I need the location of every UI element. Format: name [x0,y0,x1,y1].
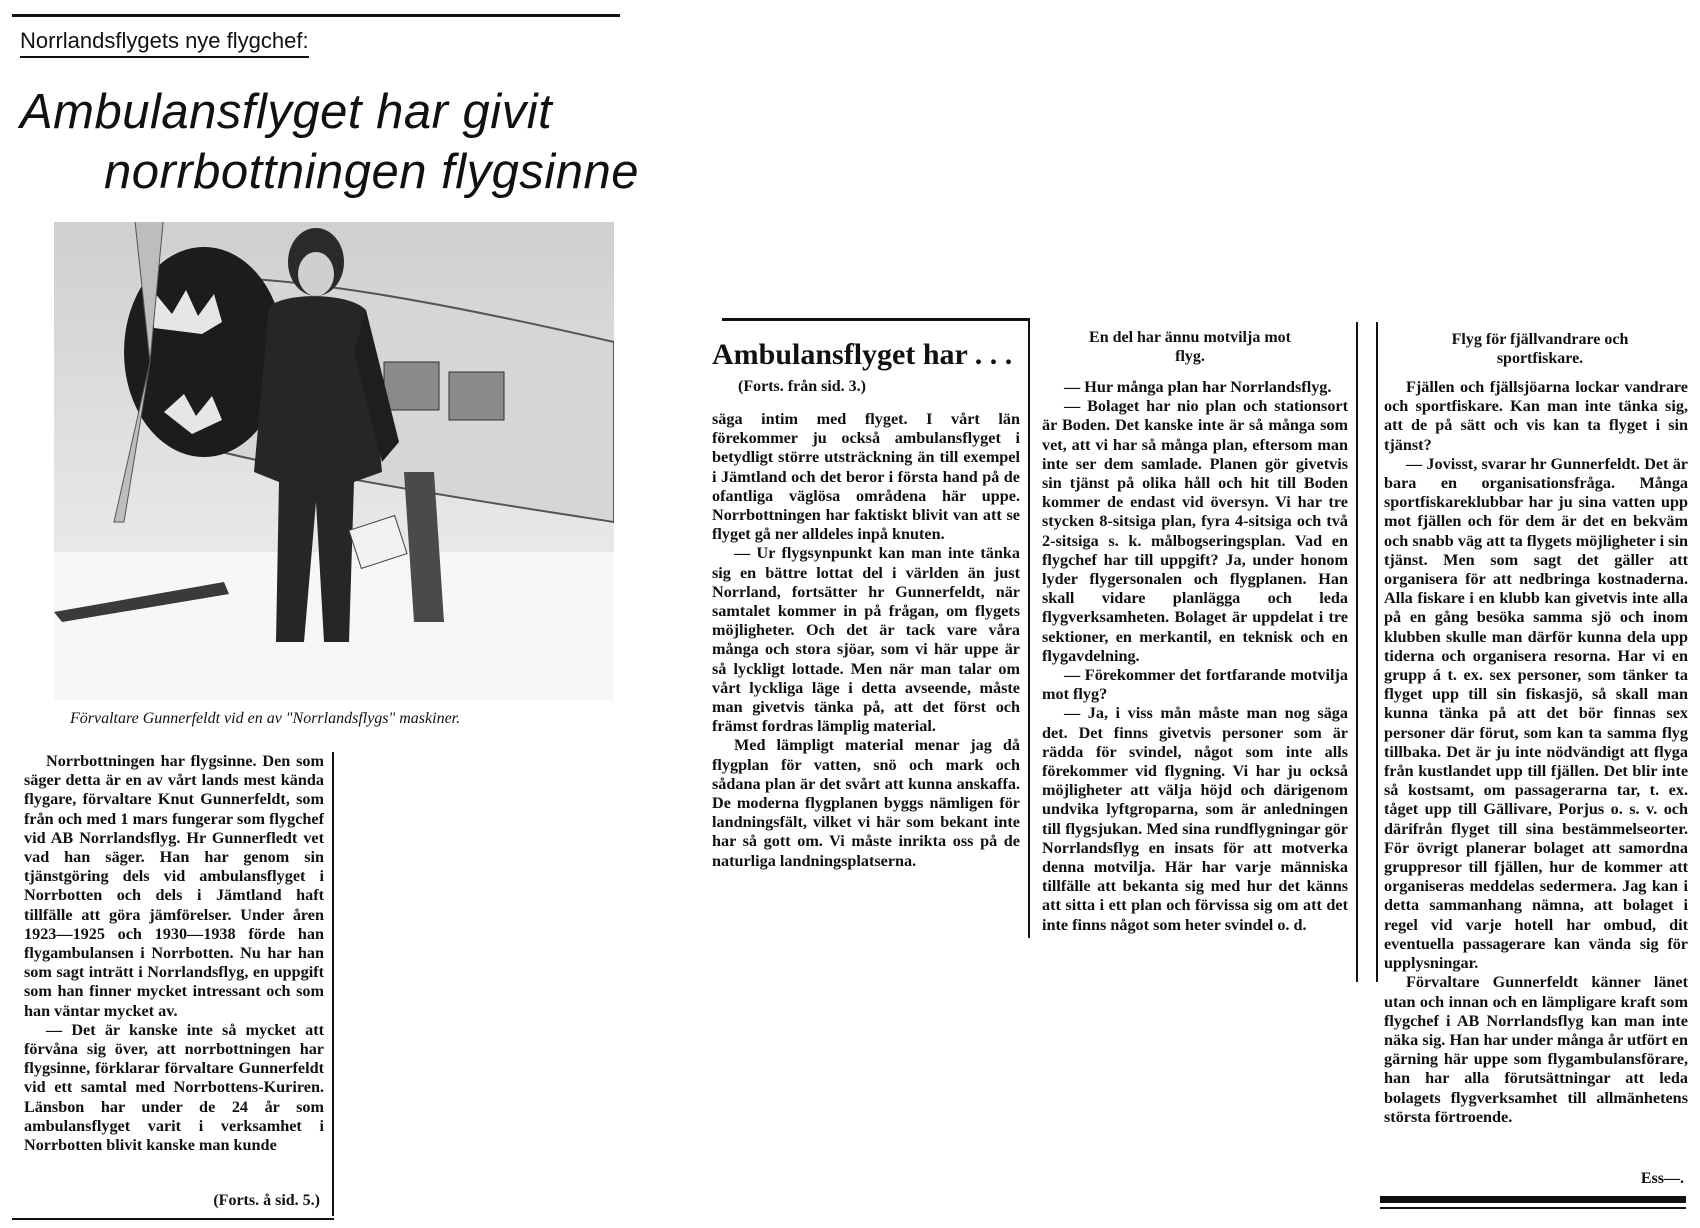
col4-paragraph: Fjällen och fjällsjöarna lockar vandrare och sportfiskare. Kan man inte tänka sig, att de på sätt och vis kan ta flyget i sin tjänst? [1384,378,1688,454]
jump-headline: Ambulansflyget har . . . [712,338,1013,371]
col3-subhead: En del har ännu motvilja mot flyg. [1089,329,1291,365]
jump-top-rule [722,318,1028,321]
continued-to: (Forts. å sid. 5.) [213,1192,320,1209]
photo-caption: Förvaltare Gunnerfeldt vid en av "Norrlandsflygs" maskiner. [70,710,461,727]
signature: Ess—. [1640,1170,1684,1187]
intro-right-rule [332,752,334,1216]
jump-text [712,410,1020,871]
top-rule [12,14,620,17]
intro-bottom-rule [12,1218,334,1220]
col3-paragraph: — Hur många plan har Norrlandsflyg. [1064,378,1332,396]
col3-paragraph: — Bolaget har nio plan och stationsort är Boden. Det kanske inte är så många som vet, att vi har så många plan, eftersom man inte ser dem samlade. Planen gör givetvis sin tjänst på olika håll och hit till Boden kommer de endast vid översyn. Vi har tre stycken 8-sitsiga plan, fyra 4-sitsiga och två 2-sitsiga s. k. målbogseringsplan. Vad en flygchef har till uppgift? Ja, under honom lyder flygersonalen och flygplanen. Han skall vidare planlägga och leda flygverksamheten. Bolaget är uppdelat i tre sektioner, en merkantil, en teknisk och en flygavdelning. [1042,397,1348,665]
col4-paragraph: — Jovisst, svarar hr Gunnerfeldt. Det är bara en organisationsfråga. Många sportfiskareklubbar har ju sina vatten upp mot fjällen och för dem är det en bekväm och snabb väg att ta flygets möjligheter i sin tjänst. Men som sagt det gäller att organisera för att nedbringa kostnaderna. Alla fiskare i en klubb kan givetvis inte alla på en gång besöka samma sjö och inom klubben skulle man därför kunna dela upp tiderna och organisera resorna. Har vi en grupp á t. ex. sex personer, som tänker ta flyget upp till sin fiskasjö, så skall man kunna tänka på att det bör finnas sex personer där förut, som kan ta samma flyg tillbaka. Det är ju inte nödvändigt att flyga från kustlandet upp till fjällen. Det blir inte så kostsamt, om passagerarna tar, t. ex. tåget upp till Gällivare, Porjus o. s. v. och därifrån flyget till sina bestämmelseorter. För övrigt planerar bolaget att samordna gruppresor till fjällen, hur de kommer att organiseras meddelas sedermera. Jag kan i detta sammanhang nämna, att bolaget i regel vid varje hotell har ombud, dit eventuella passagerare kan vända sig för upplysningar. [1384,454,1688,973]
photo-illustration [54,222,614,700]
col4-text [1384,378,1688,1127]
col3-text [1042,378,1348,935]
plane-window [384,362,439,410]
end-rule-thin [1380,1207,1686,1209]
intro-text [24,752,324,1155]
col3-paragraph: — Förekommer det fortfarande motvilja mot flyg? [1042,666,1348,704]
headline-line-2: norrbottningen flygsinne [104,145,640,199]
intro-paragraph: — Det är kanske inte så mycket att förvåna sig över, att norrbottningen har flygsinne, förklarar förvaltare Gunnerfeldt vid ett samtal med Norrbottens-Kuriren. Länsbon har under de 24 år som ambulansflyget varit i verksamhet i Norrbotten blivit kanske man kunde [24,1020,324,1155]
col4-paragraph: Förvaltare Gunnerfeldt känner länet utan och innan och en lämpligare kraft som flygchef i AB Norrlandsflyg kan man inte näka sig. Han har under många år utfört en gärning här uppe som flygambulansförare, han har alla förutsättningar att leda bolagets flygverksamhet till allmänhetens största förtroende. [1384,973,1688,1126]
col3-right-rule [1356,322,1358,982]
jump-paragraph: säga intim med flyget. I vårt län förekommer ju också ambulansflyget i betydligt större utsträckning än till exempel i Jämtland och det beror i första hand på de ofantliga väglösa områdena här uppe. Norrbottningen har faktiskt blivit van att se flyget gå ner alldeles inpå knuten. [712,410,1020,544]
plane-window [449,372,504,420]
col4-left-rule [1376,322,1378,982]
jump-paragraph: Med lämpligt material menar jag då flygplan för vatten, snö och mark och sådana plan är det svårt att kunna anskaffa. De moderna flygplanen byggs nämligen för landningsfält, vilket vi här som bekant inte har så gott om. Vi måste inrikta oss på de naturliga landningsplatserna. [712,736,1020,870]
end-rule-thick [1380,1196,1686,1203]
col3-paragraph: — Ja, i viss mån måste man nog säga det. Det finns givetvis personer som är rädda för svindel, något som inte alls förekommer vid flygning. Vi har ju också möjligheter att välja höjd och därigenom undvika lyftgroparna, som är anledningen till flygsjukan. Med sina rundflygningar gör Norrlandsflyg en insats för att motverka denna motvilja. Här har varje människa tillfälle att bekanta sig med hur det känns att sitta i ett plan och förvissa sig om att det inte finns något som heter svindel o. d. [1042,704,1348,934]
intro-paragraph: Norrbottningen har flygsinne. Den som säger detta är en av vårt lands mest kända flygare, förvaltare Knut Gunnerfeldt, som från och med 1 mars fungerar som flygchef vid AB Norrlandsflyg. Hr Gunnerfledt vet vad han säger. Han har genom sin tjänstgöring dels vid ambulansflyget i Norrbotten och dels i Jämtland haft tillfälle att göra jämförelser. Under åren 1923—1925 och 1930—1938 förde han flygambulansen i Norrbotten. Nu har han som sagt inträtt i Norrlandsflyg, en uppgift som han finner mycket intressant och som han väntar mycket av. [24,752,324,1020]
photo [54,222,614,700]
col4-subhead: Flyg för fjällvandrare och sportfiskare. [1451,331,1629,367]
headline-line-1: Ambulansflyget har givit [20,85,553,139]
kicker: Norrlandsflygets nye flygchef: [20,28,309,58]
pilot-face [298,252,334,296]
continued-from: (Forts. från sid. 3.) [738,378,866,395]
jump-right-rule [1028,318,1030,938]
jump-paragraph: — Ur flygsynpunkt kan man inte tänka sig en bättre lottat del i världen än just Norrland, fortsätter hr Gunnerfeldt, när samtalet kommer in på frågan, om flygets möjligheter. Och det är tack vare våra många och stora sjöar, som vi här uppe är så lyckligt lottade. Men när man talar om vårt lyckliga läge i detta avseende, måste man givetvis tänka på, att det först och främst fordras lämplig material. [712,544,1020,736]
